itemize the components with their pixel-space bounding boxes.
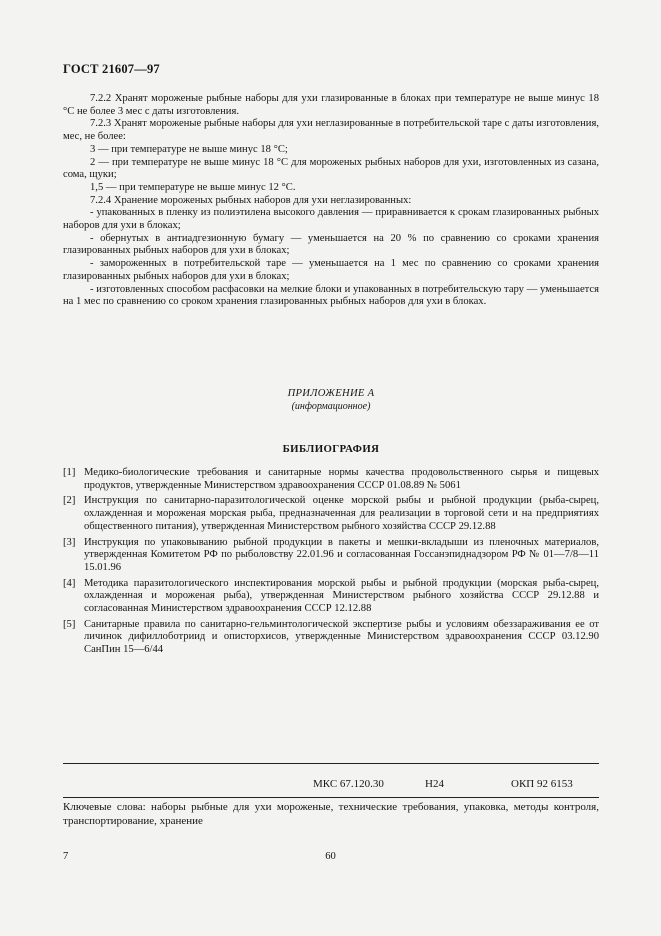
bibliography-number: [2] [63,495,76,507]
paragraph: 1,5 — при температуре не выше минус 12 °С. [90,181,296,193]
bibliography-item [63,537,599,575]
bibliography-text: Санитарные правила по санитарно-гельминтологической экспертизе рыбы и условиям обеззараживания ее от личинок дифиллоботриид и описторхисов, утвержденные Министерством здравоохранения СССР 03.12.90 СанПин 15—6/44 [84,618,599,656]
bibliography-title: БИБЛИОГРАФИЯ [282,443,380,455]
bibliography-item [63,467,599,492]
mks-code: МКС 67.120.30 [313,778,384,790]
paragraph: 3 — при температуре не выше минус 18 °С; [90,143,288,155]
bibliography-item [63,578,599,616]
bibliography-number: [3] [63,536,76,548]
paragraph: - упакованных в пленку из полиэтилена высокого давления — приравнивается к срокам глазированных рыбных наборов для ухи в блоках; [63,207,599,232]
paragraph: 7.2.3 Хранят мороженые рыбные наборы для ухи неглазированные в потребительской таре с даты изготовления, мес, не более: [63,118,599,143]
document-header: ГОСТ 21607—97 [63,62,160,76]
bibliography-item [63,495,599,533]
paragraph: 7.2.4 Хранение мороженых рыбных наборов для ухи неглазированных: [90,194,412,206]
paragraph: 7.2.2 Хранят мороженые рыбные наборы для ухи глазированные в блоках при температуре не выше минус 18 °С не более 3 мес с даты изготовления. [63,93,599,117]
bibliography-text: Методика паразитологического инспектирования морской рыбы и рыбной продукции (морская рыба-сырец, охлажденная и мороженая рыба), утвержденная Министерством рыбного хозяйства СССР 29.12.88 и согласованная Министерством здравоохранения СССР 12.12.88 [84,577,599,615]
paragraph: 2 — при температуре не выше минус 18 °С для мороженых рыбных наборов для ухи, изготовленных из сазана, сома, щуки; [63,156,599,181]
page-number: 60 [325,851,336,862]
divider-bottom [63,797,599,798]
divider-top [63,763,599,764]
section-7-2-text [63,93,599,309]
group-code: Н24 [425,778,444,790]
paragraph: - обернутых в антиадгезионную бумагу — уменьшается на 20 % по сравнению со сроками хранения глазированных рыбных наборов для ухи в блоках; [63,232,599,257]
bibliography-text: Медико-биологические требования и санитарные нормы качества продовольственного сырья и пищевых продуктов, утвержденные Министерством здравоохранения СССР 01.08.89 № 5061 [84,467,599,491]
bibliography-text: Инструкция по упаковыванию рыбной продукции в пакеты и мешки-вкладыши из пленочных материалов, утвержденная Комитетом РФ по рыболовству 22.01.96 и согласованная Госсанэпиднадзором РФ № 01—7/8—11 15.01.96 [84,536,599,573]
keywords: Ключевые слова: наборы рыбные для ухи мороженые, технические требования, упаковка, методы контроля, транспортирование, хранение [63,801,599,827]
bibliography-number: [1] [63,467,76,478]
bibliography-list [63,467,599,660]
bibliography-text: Инструкция по санитарно-паразитологической оценке морской рыбы и рыбной продукции (рыба-сырец, охлажденная и мороженая морская рыба, предназначенная для реализации в торговой сети и на предприятиях общественного питания), утвержденная Министерством рыбного хозяйства СССР 29.12.88 [84,495,599,532]
okp-code: ОКП 92 6153 [511,778,573,790]
bibliography-number: [5] [63,618,76,630]
bibliography-number: [4] [63,577,76,589]
paragraph: - замороженных в потребительской таре — уменьшается на 1 мес по сравнению со сроками хранения глазированных рыбных наборов для ухи в блоках; [63,258,599,282]
appendix-title: ПРИЛОЖЕНИЕ А [287,388,375,399]
bibliography-item [63,619,599,657]
footer-left-number: 7 [63,851,69,862]
paragraph: - изготовленных способом расфасовки на мелкие блоки и упакованных в потребительскую тару — уменьшается на 1 мес по сравнению со сроком хранения глазированных рыбных наборов для ухи в блоках. [63,283,599,308]
appendix-note: (информационное) [291,401,371,412]
